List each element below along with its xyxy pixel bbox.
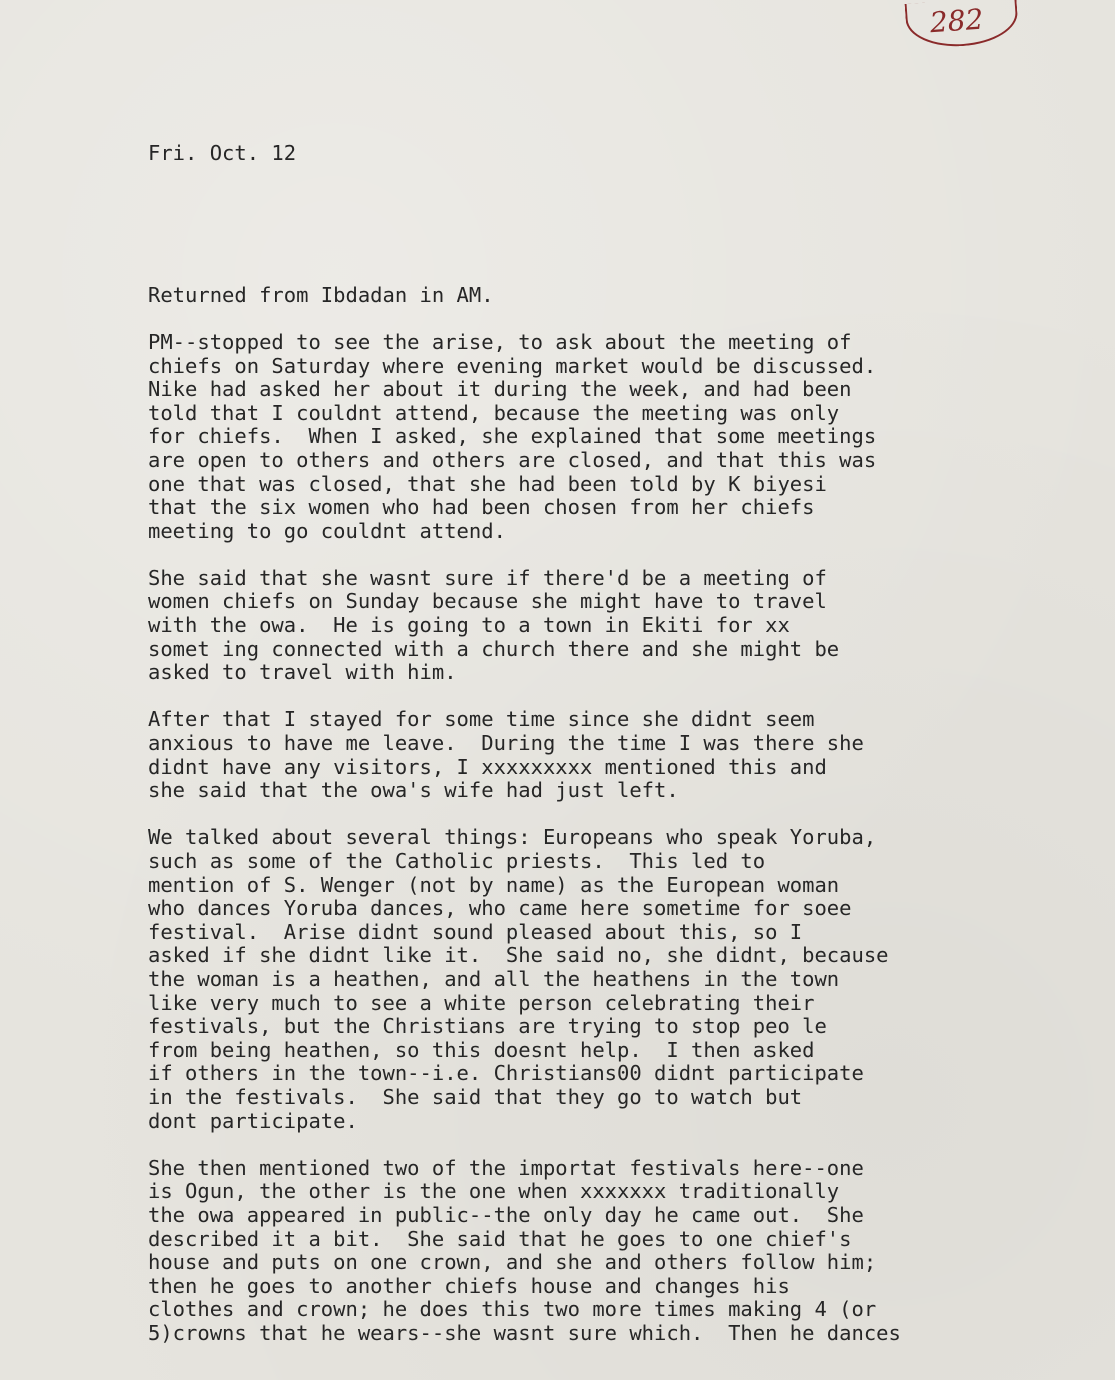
text-line: asked to travel with him. <box>148 660 457 685</box>
page-number-stamp <box>905 0 1020 50</box>
text-line: dont participate. <box>148 1108 358 1133</box>
text-line: house and puts on one crown, and she and others follow him; <box>148 1250 877 1275</box>
text-line: such as some of the Catholic priests. This led to <box>148 849 766 873</box>
text-line: described it a bit. She said that he goes to one chief's <box>148 1226 852 1251</box>
text-line: meeting to go couldnt attend. <box>148 518 506 543</box>
text-line: if others in the town--i.e. Christians00 didnt participate <box>148 1061 864 1086</box>
text-line: for chiefs. When I asked, she explained that some meetings <box>148 424 877 449</box>
text-line: 5)crowns that he wears--she wasnt sure which. Then he dances <box>148 1320 901 1345</box>
text-line: from being heathen, so this doesnt help. I then asked <box>148 1037 815 1062</box>
text-line: in the festivals. She said that they go to watch but <box>148 1084 803 1109</box>
paragraph-gap <box>148 213 1048 237</box>
text-line: Returned from Ibdadan in AM. <box>148 282 494 307</box>
text-line: mention of S. Wenger (not by name) as the European woman <box>148 872 840 897</box>
text-line: that the six women who had been chosen from her chiefs <box>148 495 815 520</box>
text-line: the woman is a heathen, and all the heathens in the town <box>148 966 840 991</box>
text-line: didnt have any visitors, I xxxxxxxxx mentioned this and <box>148 754 827 779</box>
text-line: She then mentioned two of the importat festivals here--one <box>148 1155 864 1180</box>
text-line: chiefs on Saturday where evening market would be discussed. <box>148 353 877 378</box>
paragraphs <box>148 284 1048 1346</box>
typed-text <box>148 95 1048 1380</box>
text-line: asked if she didnt like it. She said no, she didnt, because <box>148 943 889 968</box>
text-line: We talked about several things: Europeans who speak Yoruba, <box>148 825 877 850</box>
text-line: somet ing connected with a church there and she might be <box>148 636 840 661</box>
paragraph <box>148 284 1048 308</box>
text-line: she said that the owa's wife had just left. <box>148 778 679 803</box>
text-line: one that was closed, that she had been told by K biyesi <box>148 471 827 496</box>
paragraph <box>148 567 1048 685</box>
text-line: who dances Yoruba dances, who came here sometime for soee <box>148 896 852 921</box>
text-line: told that I couldnt attend, because the meeting was only <box>148 400 840 425</box>
paragraph-gap <box>148 685 1048 709</box>
text-line: women chiefs on Sunday because she might have to travel <box>148 589 827 614</box>
text-line: the owa appeared in public--the only day he came out. She <box>148 1202 864 1227</box>
text-line: festivals, but the Christians are trying to stop peo le <box>148 1014 827 1039</box>
paragraph-gap <box>148 307 1048 331</box>
text-line: clothes and crown; he does this two more times making 4 (or <box>148 1297 877 1322</box>
text-line: After that I stayed for some time since she didnt seem <box>148 707 815 732</box>
page-number: 282 <box>928 2 985 40</box>
text-line: like very much to see a white person celebrating their <box>148 990 815 1015</box>
text-line: festival. Arise didnt sound pleased about this, so I <box>148 919 803 944</box>
text-line: is Ogun, the other is the one when xxxxxxx traditionally <box>148 1179 840 1204</box>
text-line: with the owa. He is going to a town in Ekiti for xx <box>148 613 790 638</box>
text-line: then he goes to another chiefs house and changes his <box>148 1273 790 1298</box>
paragraph-gap <box>148 803 1048 827</box>
date-heading: Fri. Oct. 12 <box>148 141 297 166</box>
text-line: are open to others and others are closed, and that this was <box>148 447 877 472</box>
paragraph-gap <box>148 543 1048 567</box>
paragraph <box>148 331 1048 543</box>
text-line: PM--stopped to see the arise, to ask about the meeting of <box>148 329 852 354</box>
paragraph-gap <box>148 1133 1048 1157</box>
paragraph <box>148 708 1048 802</box>
text-line: anxious to have me leave. During the time I was there she <box>148 731 864 756</box>
paragraph <box>148 826 1048 1133</box>
text-line: Nike had asked her about it during the week, and had been <box>148 377 852 402</box>
paragraph <box>148 1157 1048 1346</box>
text-line: She said that she wasnt sure if there'd be a meeting of <box>148 565 827 590</box>
